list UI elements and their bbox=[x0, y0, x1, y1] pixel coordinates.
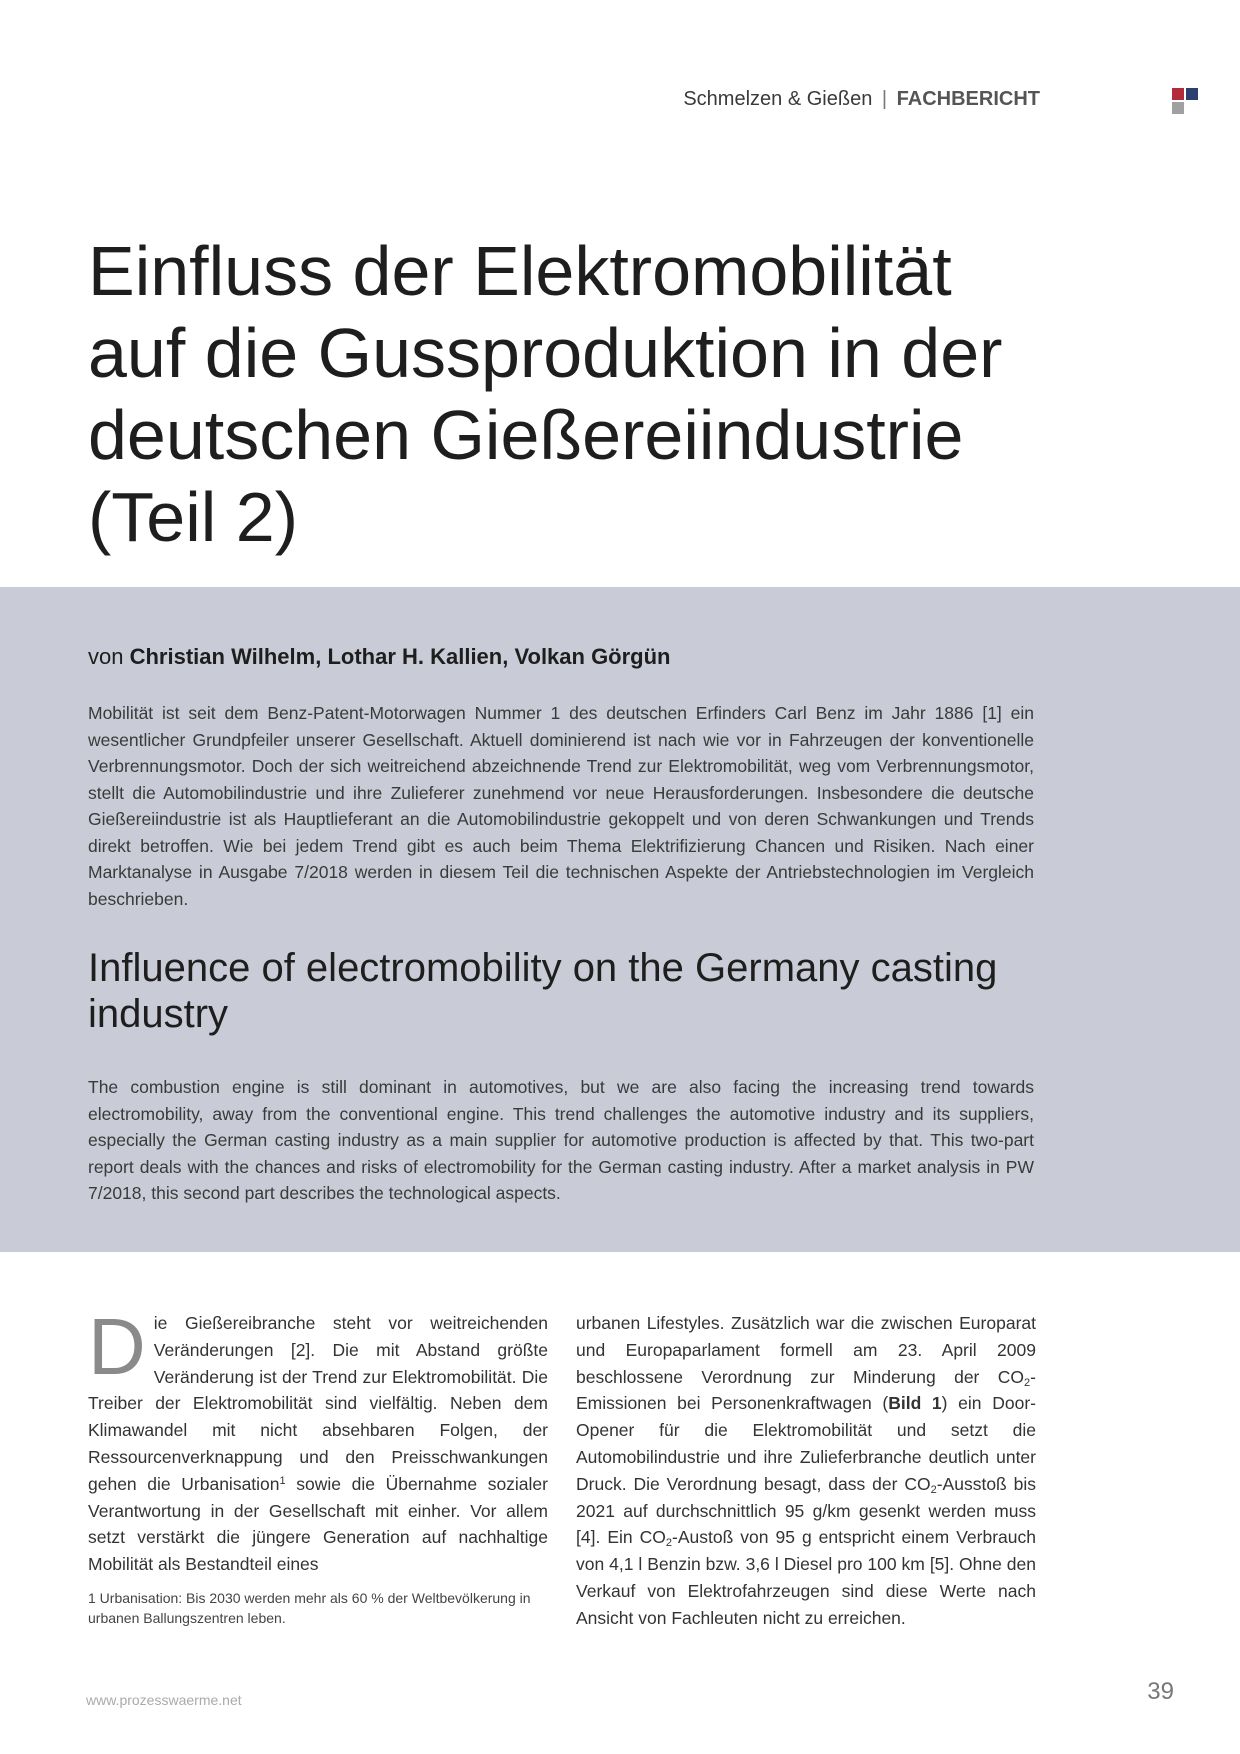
authors-line bbox=[88, 644, 671, 670]
english-title: Influence of electromobility on the Germany casting industry bbox=[88, 946, 998, 1036]
footer-url: www.prozesswaerme.net bbox=[86, 1692, 242, 1708]
body-column-left bbox=[88, 1302, 548, 1578]
logo-square-grey bbox=[1172, 102, 1184, 114]
running-header bbox=[683, 88, 1040, 111]
header-category: FACHBERICHT bbox=[896, 88, 1040, 110]
header-separator: | bbox=[881, 88, 888, 110]
body-paragraph: Die Gießereibranche steht vor weitreichenden Veränderungen [2]. Die mit Abstand größte Veränderung ist der Trend zur Elektromobilität. Die Treiber der Elektromobilität sind vielfältig. Neben dem Klimawandel mit nicht absehbaren Folgen, der Ressourcenverknappung und den Preisschwankungen gehen die Urbanisation$^1$ sowie die Übernahme sozialer Verantwortung in der Gesellschaft mit einher. Vor allem setzt verstärkt die jüngere Generation auf nachhaltige Mobilität als Bestandteil eines bbox=[88, 1302, 548, 1575]
title-line: (Teil 2) bbox=[88, 478, 299, 556]
footnote: 1 Urbanisation: Bis 2030 werden mehr als 60 % der Weltbevölkerung in urbanen Ballungszentren leben. bbox=[88, 1590, 531, 1626]
footnote-ref: 1 bbox=[279, 1474, 286, 1487]
authors-prefix: von bbox=[88, 644, 124, 669]
article-title bbox=[88, 230, 1088, 558]
logo-square-red bbox=[1172, 88, 1184, 100]
title-line: Einfluss der Elektromobilität bbox=[88, 232, 952, 310]
body-column-right bbox=[576, 1310, 1036, 1632]
figure-reference: Bild 1 bbox=[888, 1393, 942, 1414]
page-number: 39 bbox=[1147, 1678, 1174, 1705]
journal-logo-icon bbox=[1172, 88, 1202, 118]
author-names: Christian Wilhelm, Lothar H. Kallien, Volkan Görgün bbox=[129, 644, 671, 669]
title-line: deutschen Gießereiindustrie bbox=[88, 396, 964, 474]
drop-cap: D bbox=[88, 1302, 146, 1391]
title-line: auf die Gussproduktion in der bbox=[88, 314, 1003, 392]
body-paragraph: urbanen Lifestyles. Zusätzlich war die zwischen Europarat und Europaparlament formell am 23. April 2009 beschlossene Verordnung zur Minderung der $CO_2$-Emissionen bei Personenkraftwagen (Bild 1) ein Door-Opener für die Elektromobilität und setzt die Automobilindustrie und ihre Zulieferbranche deutlich unter Druck. Die Verordnung besagt, dass der $CO_2$-Ausstoß bis 2021 auf durchschnittlich 95 g/km gesenkt werden muss [4]. Ein $CO_2$-Austoß von 95 g entspricht einem Verbrauch von 4,1 l Benzin bzw. 3,6 l Diesel pro 100 km [5]. Ohne den Verkauf von Elektrofahrzeugen sind diese Werte nach Ansicht von Fachleuten nicht zu erreichen. bbox=[576, 1313, 1036, 1628]
abstract-german: Mobilität ist seit dem Benz-Patent-Motorwagen Nummer 1 des deutschen Erfinders Carl Benz im Jahr 1886 [1] ein wesentlicher Grundpfeiler unserer Gesellschaft. Aktuell dominierend ist nach wie vor in Fahrzeugen der konventionelle Verbrennungsmotor. Doch der sich weitreichend abzeichnende Trend zur Elektromobilität, weg vom Verbrennungsmotor, stellt die Automobilindustrie und ihre Zulieferer zunehmend vor neue Herausforderungen. Insbesondere die deutsche Gießereiindustrie ist als Hauptlieferant an die Automobilindustrie gekoppelt und von deren Schwankungen und Trends direkt betroffen. Wie bei jedem Trend gibt es auch beim Thema Elektrifizierung Chancen und Risiken. Nach einer Marktanalyse in Ausgabe 7/2018 werden in diesem Teil die technischen Aspekte der Antriebstechnologien im Vergleich beschrieben. bbox=[88, 703, 1034, 909]
logo-square-blue bbox=[1186, 88, 1198, 100]
header-section: Schmelzen & Gießen bbox=[683, 88, 873, 110]
abstract-english: The combustion engine is still dominant in automotives, but we are also facing the increasing trend towards electromobility, away from the conventional engine. This trend challenges the automotive industry and its suppliers, especially the German casting industry as a main supplier for automotive production is affected by that. This two-part report deals with the chances and risks of electromobility for the German casting industry. After a market analysis in PW 7/2018, this second part describes the technological aspects. bbox=[88, 1077, 1034, 1203]
